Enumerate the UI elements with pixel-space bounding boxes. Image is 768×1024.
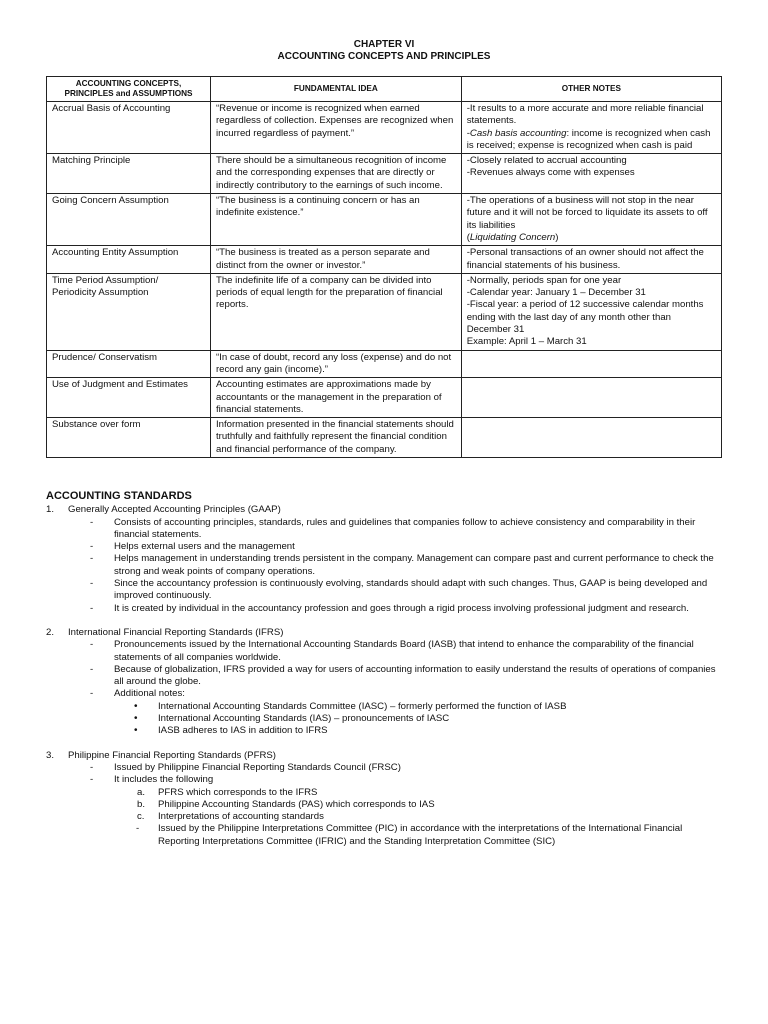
table-row <box>47 102 722 154</box>
concept-cell: Prudence/ Conservatism <box>47 350 211 378</box>
note-line: -Revenues always come with expenses <box>466 167 635 179</box>
table-row <box>47 350 722 378</box>
note-line: -Closely related to accrual accounting <box>466 155 627 167</box>
concept-cell: Time Period Assumption/ Periodicity Assumption <box>47 273 211 350</box>
concept-cell: Going Concern Assumption <box>47 194 211 246</box>
note-line: -Normally, periods span for one year <box>466 274 622 286</box>
concept-cell: Matching Principle <box>47 154 211 194</box>
bullet-item: • IASB adheres to IAS in addition to IFRS <box>134 725 328 737</box>
idea-cell: “The business is a continuing concern or has an indefinite existence.” <box>210 194 461 246</box>
list-item: - Issued by Philippine Financial Reporting Standards Council (FRSC) <box>90 761 401 773</box>
sub-list-item: - Issued by the Philippine Interpretations Committee (PIC) in accordance with the interpretations of the International Financial Reporting Interpretations Committee (IFRIC) and the Standing Interpretation Committee (SIC) <box>136 823 683 847</box>
concept-cell: Accounting Entity Assumption <box>47 246 211 274</box>
bullet-item: • International Accounting Standards (IAS) – pronouncements of IASC <box>134 713 450 725</box>
idea-cell: “The business is treated as a person separate and distinct from the owner or investor.” <box>210 246 461 274</box>
header-fundamental-idea: FUNDAMENTAL IDEA <box>210 77 461 102</box>
idea-cell: Accounting estimates are approximations made by accountants or the management in the preparation of financial statements. <box>210 378 461 418</box>
table-header-row <box>47 77 722 102</box>
chapter-label: CHAPTER VI <box>353 39 415 50</box>
notes-cell <box>461 154 721 194</box>
list-item: - Helps external users and the management <box>90 541 295 553</box>
list-item: - Pronouncements issued by the International Accounting Standards Board (IASB) that intend to enhance the comparability of the financial statements of all companies worldwide. <box>90 639 694 663</box>
note-line: -It results to a more accurate and more reliable financial statements. <box>466 103 704 127</box>
standard-ifrs-title: 2. International Financial Reporting Standards (IFRS) <box>46 626 284 638</box>
concept-cell: Substance over form <box>47 418 211 458</box>
list-item: - It is created by individual in the accountancy profession and goes through a rigid process involving professional judgment and research. <box>90 602 689 614</box>
idea-cell: “In case of doubt, record any loss (expense) and do not record any gain (income).” <box>210 350 461 378</box>
idea-cell: The indefinite life of a company can be divided into periods of equal length for the preparation of financial reports. <box>210 273 461 350</box>
table-row <box>47 154 722 194</box>
note-line: -Fiscal year: a period of 12 successive calendar months ending with the last day of any month other than December 31 <box>466 299 704 336</box>
notes-cell <box>461 418 721 458</box>
list-item: - Helps management in understanding trends persistent in the company. Management can compare past and current performance to check the strong and weak points of company operations. <box>90 553 714 577</box>
note-line: -Personal transactions of an owner should not affect the financial statements of his business. <box>466 247 704 271</box>
idea-cell: There should be a simultaneous recognition of income and the corresponding expenses that are directly or indirectly contributory to the earnings of such income. <box>210 154 461 194</box>
standard-gaap-title: 1. Generally Accepted Accounting Principles (GAAP) <box>46 504 281 516</box>
table-row <box>47 378 722 418</box>
lettered-item: a. PFRS which corresponds to the IFRS <box>137 786 318 798</box>
list-item: - It includes the following <box>90 774 214 786</box>
table-row <box>47 273 722 350</box>
note-line: -The operations of a business will not stop in the near future and it will not be forced to liquidate its assets to off its liabilities <box>466 195 708 231</box>
note-line: -Cash basis accounting: income is recognized when cash is received; expense is recognized when cash is paid <box>466 127 711 151</box>
lettered-item: b. Philippine Accounting Standards (PAS) which corresponds to IAS <box>137 798 435 810</box>
notes-cell <box>461 246 721 274</box>
concept-cell: Accrual Basis of Accounting <box>47 102 211 154</box>
header-concepts: ACCOUNTING CONCEPTS, PRINCIPLES and ASSUMPTIONS <box>47 77 211 102</box>
list-item: - Since the accountancy profession is continuously evolving, standards should adapt with such changes. Thus, GAAP is being developed and improved continuously. <box>90 578 708 602</box>
notes-cell <box>461 102 721 154</box>
list-item: - Because of globalization, IFRS provided a way for users of accounting information to easily understand the results of operations of companies all around the globe. <box>90 663 716 688</box>
bullet-item: • International Accounting Standards Committee (IASC) – formerly performed the function of IASB <box>134 700 567 712</box>
notes-cell <box>461 350 721 378</box>
note-line: Example: April 1 – March 31 <box>466 336 587 348</box>
list-item: - Consists of accounting principles, standards, rules and guidelines that companies follow to achieve consistency and comparability in their financial statements. <box>90 516 696 540</box>
page-title: ACCOUNTING CONCEPTS AND PRINCIPLES <box>277 51 491 62</box>
table-row <box>47 194 722 246</box>
idea-cell: Information presented in the financial statements should truthfully and faithfully represent the financial condition and financial performance of the company. <box>210 418 461 458</box>
concept-cell: Use of Judgment and Estimates <box>47 378 211 418</box>
table-row <box>47 246 722 274</box>
lettered-item: c. Interpretations of accounting standards <box>137 811 324 823</box>
notes-cell <box>461 378 721 418</box>
list-item: - Additional notes: <box>90 688 185 700</box>
accounting-standards-section <box>46 490 722 848</box>
section-heading: ACCOUNTING STANDARDS <box>46 490 192 502</box>
idea-cell: “Revenue or income is recognized when earned regardless of collection. Expenses are recognized when incurred regardless of payment.” <box>210 102 461 154</box>
standard-pfrs-title: 3. Philippine Financial Reporting Standards (PFRS) <box>46 749 276 761</box>
note-line: -Calendar year: January 1 – December 31 <box>466 287 646 299</box>
concepts-table <box>46 76 722 458</box>
note-line: (Liquidating Concern) <box>466 231 559 243</box>
notes-cell <box>461 194 721 246</box>
header-other-notes: OTHER NOTES <box>461 77 721 102</box>
notes-cell <box>461 273 721 350</box>
table-row <box>47 418 722 458</box>
